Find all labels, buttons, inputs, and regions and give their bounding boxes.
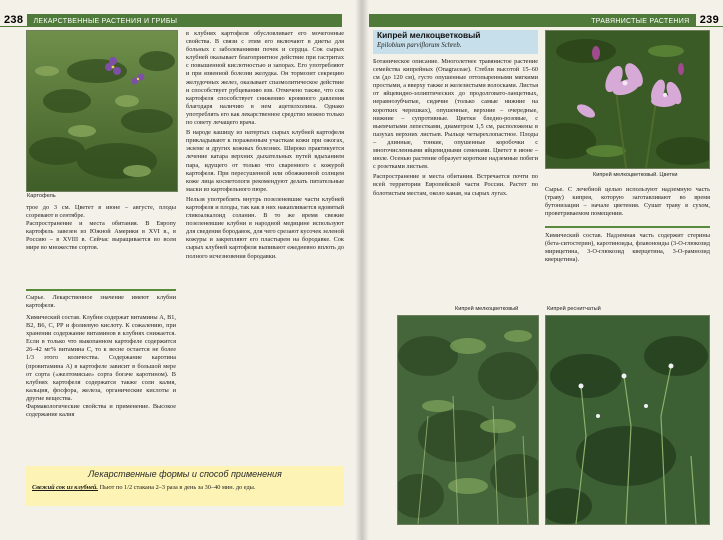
paragraph: В народе кашицу из натертых сырых клубней картофеля прикладывают к пораженным участкам кожи при ожогах, экземе и других кожных болезнях. Широко практикуется лечение катара верхних дыхательных путей вдыханием пара, идущего от только что сваренного с кожурой картофеля. При пересушенной или обожженной солнцем коже лица косметологи рекомендуют делать питательные маски из картофельного пюре. <box>186 129 344 193</box>
box-term: Свежий сок из клубней. <box>32 484 99 491</box>
left-column-1 <box>26 204 176 253</box>
potato-photo <box>26 30 178 192</box>
paragraph: Распространение и места обитания. Встречается почти по всей территории Европейской части России. Растет по болотистым местам, около канав, на сырых лугах. <box>373 173 538 197</box>
application-box-title <box>26 466 344 479</box>
species-latin: Epilobium parviflorum Schreb. <box>377 42 462 49</box>
paragraph: Сырье. Лекарственное значение имеют клубни картофеля. <box>26 294 176 310</box>
flower-photo <box>545 30 710 169</box>
divider <box>545 226 710 228</box>
paragraph: Химический состав. Надземная часть содержит стерины (бета-ситостерин), каротиноиды, флавоноиды (3-О-глюкозид мирицетина, 3-О-глюкозид кверцетина, 3-О-рамнозид кверцетина). <box>545 232 710 264</box>
potato-photo-caption: Картофель <box>27 193 56 199</box>
left-page-number: 238 <box>0 14 27 26</box>
left-header-bar <box>0 14 342 27</box>
paragraph: Химический состав. Клубни содержат витамины А, В1, В2, В6, С, РР и фолиевую кислоту. К сожалению, при хранении содержание витаминов в клубнях снижается. Если в только что выкопанном картофеле содержится 26–42 мг% витамина С, то к весне остается не более 1/3 этого количества. Содержание каротина (провитамина А) в картофеле зависит в большой мере от сорта («желтомясые» сорта богаче каротином). В клубнях картофеля содержатся также соли калия, кальция, фосфора, железа, органические кислоты и другие вещества. <box>26 314 176 402</box>
species-title: Кипрей мелкоцветковый <box>377 30 481 40</box>
left-column-1-lower <box>26 294 176 310</box>
left-header-title: ЛЕКАРСТВЕННЫЕ РАСТЕНИЯ И ГРИБЫ <box>33 18 178 25</box>
field-photo-left <box>397 315 539 525</box>
epilobium-ciliatum-image <box>546 316 709 524</box>
right-side-chem <box>545 232 710 264</box>
species-title-box <box>373 30 538 54</box>
box-title-line-2: применения <box>230 469 282 479</box>
paragraph: в клубнях картофеля обусловливает его мочегонные свойства. В связи с этим его включают в диеты для больных с заболеваниями почек и сердца. Сок сырых клубней оказывает благоприятное действие при гастритах с повышенной кислотностью и запорах. Его употребляют и при язвенной болезни желудка. Он тормозит секрецию желудочных желез, оказывает спазмолитическое действие и способствует рубцеванию язв. Отмечено также, что сок картофеля способствует снижению кровяного давления благодаря наличию в нем ацетилхолина. Однако употреблять его как лекарственное средство можно только по совету лечащего врача. <box>186 30 344 127</box>
bottom-left-photo-caption: Кипрей мелкоцветковый <box>455 306 519 312</box>
application-box-text <box>26 479 344 492</box>
epilobium-flowers-image <box>546 31 709 168</box>
right-page-number: 239 <box>696 14 723 26</box>
paragraph: Фармакологические свойства и применение. Высокое содержание калия <box>26 403 176 419</box>
right-body-text <box>373 58 538 198</box>
left-page <box>0 0 361 540</box>
left-column-1-chem <box>26 314 176 419</box>
flower-photo-caption: Кипрей мелкоцветковый. Цветки <box>593 172 678 178</box>
right-page <box>361 0 723 540</box>
right-header-bar <box>369 14 723 27</box>
box-description: Пьют по 1/2 стакана 2–3 раза в день за 30–40 мин. до еды. <box>99 484 256 491</box>
paragraph: Нельзя употреблять внутрь позеленевшие части клубней картофеля и плоды, так как в них накапливается ядовитый гликоалкалоид соланин. В то же время свежие позеленевшие клубни в народной медицине используют для сведения бородавок, для чего срезают кусочек зеленой кожуры и закрепляют его пластырем на бородавке. Сок сырых клубней картофеля выпивают ежедневно вплоть до полного исчезновения бородавки. <box>186 195 344 260</box>
paragraph: Ботаническое описание. Многолетнее травянистое растение семейства кипрейных (Onagraceae). Стебли высотой 15–60 см (до 120 см), густо опушенные оттопыренными мягкими простыми, а вверху также и железистыми волосками. Листья от яйцевидно-эллиптических до продолговато-ланцетных, неравнозубчатые, сидячие (только самые нижние на коротких черешках), опушенные, верхние – очередные, нижние – супротивные. Цветки бледно-розовые, с выемчатыми лепестками, диаметром 1,5 см, расположены в пазухах верхних листьев. Рыльце четырехлопастное. Плоды – длинные, тонкие, опушенные коробочки с многочисленными яйцевидными семенами. Цветет в июне – июле. Осенью растение образует короткие надземные побеги с розетками листьев. <box>373 58 538 171</box>
bottom-right-photo-caption: Кипрей реснитчатый <box>547 306 601 312</box>
left-column-2 <box>186 30 344 261</box>
application-box <box>26 466 344 506</box>
paragraph: трое до 3 см. Цветет в июне – августе, плоды созревают в сентябре. <box>26 204 176 220</box>
epilobium-field-image <box>398 316 538 524</box>
right-side-text <box>545 186 710 218</box>
field-photo-right <box>545 315 710 525</box>
paragraph: Распространение и места обитания. В Европу картофель завезен из Южной Америки в XVI в., в Россию – в XVIII в. Сейчас выращивается во всем мире во множестве сортов. <box>26 220 176 252</box>
paragraph: Сырье. С лечебной целью используют надземную часть (траву) кипрея, которую заготавливают во время бутонизации – начале цветения. Сушат траву в сухом, проветриваемом помещении. <box>545 186 710 218</box>
divider <box>26 289 176 291</box>
box-title-line-1: Лекарственные формы и способ <box>88 469 229 479</box>
right-header-title: ТРАВЯНИСТЫЕ РАСТЕНИЯ <box>591 18 690 25</box>
potato-plant-image <box>27 31 177 191</box>
